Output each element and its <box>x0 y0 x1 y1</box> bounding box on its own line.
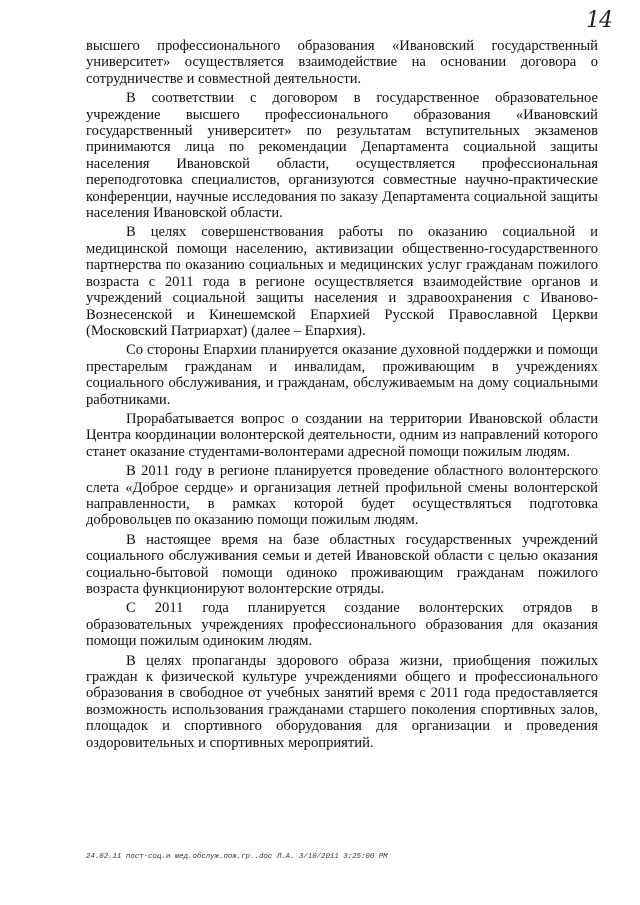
paragraph-2: В соответствии с договором в государственное образовательное учреждение высшего профессионального образования «Ивановский государственный университет» по результатам вступительных экзаменов принимаются лица по рекомендации Департамента социальной защиты населения Ивановской области, осуществляется профессиональная переподготовка специалистов, организуются совместные научно-практические конференции, научные исследования по заказу Департамента социальной защиты населения Ивановской области. <box>86 90 598 222</box>
paragraph-4: Со стороны Епархии планируется оказание духовной поддержки и помощи престарелым гражданам и инвалидам, проживающим в учреждениях социального обслуживания, и гражданам, обслуживаемым на дому социальными работниками. <box>86 342 598 408</box>
handwritten-page-number: 14 <box>586 8 612 33</box>
paragraph-8: С 2011 года планируется создание волонтерских отрядов в образовательных учреждениях профессионального образования для оказания помощи пожилым одиноким людям. <box>86 600 598 650</box>
paragraph-5: Прорабатывается вопрос о создании на территории Ивановской области Центра координации волонтерской деятельности, одним из направлений которого станет оказание студентами-волонтерами адресной помощи пожилым людям. <box>86 410 598 460</box>
document-footer: 24.02.11 пост-соц.и мед.обслуж.пож.гр..doc Л.А. 3/10/2011 3:25:00 PM <box>86 853 388 861</box>
paragraph-9: В целях пропаганды здорового образа жизни, приобщения пожилых граждан к физической культуре учреждениями общего и профессионального образования в свободное от учебных занятий время с 2011 года предоставляется возможность использования гражданами старшего поколения спортивных залов, площадок и спортивного оборудования для организации и проведения оздоровительных и спортивных мероприятий. <box>86 652 598 751</box>
paragraph-1: высшего профессионального образования «Ивановский государственный университет» осуществляется взаимодействие на основании договора о сотрудничестве и совместной деятельности. <box>86 38 598 87</box>
paragraph-7: В настоящее время на базе областных государственных учреждений социального обслуживания семьи и детей Ивановской области с целью оказания социально-бытовой помощи одиноко проживающим гражданам пожилого возраста функционируют волонтерские отряды. <box>86 531 598 597</box>
document-body <box>86 38 598 754</box>
paragraph-6: В 2011 году в регионе планируется проведение областного волонтерского слета «Доброе сердце» и организация летней профильной смены волонтерской направленности, в рамках которой будет осуществляться подготовка добровольцев по оказанию помощи пожилым людям. <box>86 463 598 529</box>
paragraph-3: В целях совершенствования работы по оказанию социальной и медицинской помощи населению, активизации общественно-государственного партнерства по оказанию социальных и медицинских услуг гражданам пожилого возраста с 2011 года в регионе осуществляется взаимодействие органов и учреждений социальной защиты населения и здравоохранения с Иваново-Вознесенской и Кинешемской Епархией Русской Православной Церкви (Московский Патриархат) (далее – Епархия). <box>86 224 598 339</box>
